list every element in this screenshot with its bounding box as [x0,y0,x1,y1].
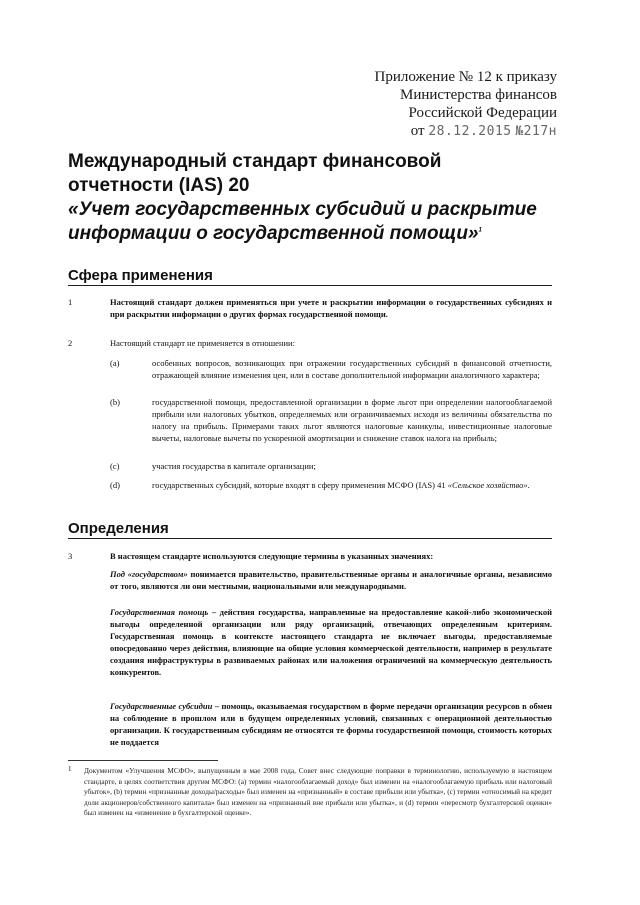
paragraph-3-intro: В настоящем стандарте используются следующие термины в указанных значениях: [110,551,434,561]
date-stamp: 28.12.2015 [428,124,512,139]
list-item-label-c: (c) [110,461,120,471]
paragraph-number-3: 3 [68,551,73,561]
footnote-number: 1 [68,765,72,773]
appendix-line-2: Министерства финансов [400,87,557,103]
list-item-text-d: государственных субсидий, которые входят в сферу применения МСФО (IAS) 41 «Сельское хозяйство». [152,480,530,490]
list-item-text-a: особенных вопросов, возникающих при отражении государственных субсидий в финансовой отчетности, отражающей влияние изменения цен, или в составе дополнительной информации аналогичного характера; [152,358,552,380]
list-item-label-b: (b) [110,397,120,407]
list-item-text-b: государственной помощи, предоставленной организации в форме льгот при определении налогооблагаемой прибыли или налоговых убытков, определяемых или ограничиваемых исходя из величины обязательства по налогу на прибыль. Примерами таких льгот являются налоговые каникулы, инвестиционные налоговые вычеты, налоговые вычеты по ускоренной амортизации и снижение ставок налога на прибыль; [152,397,552,443]
list-item-label-d: (d) [110,480,120,490]
appendix-header [317,68,557,141]
section-heading-scope: Сфера применения [68,267,552,286]
definition-government-grants: Государственные субсидии – помощь, оказываемая государством в форме передачи организации ресурсов в обмен на соблюдение в прошлом или в будущем определенных условий, связанных с операционной деятельностью организации. К государственным субсидиям не относятся те формы государственной помощи, стоимость которых не поддается [110,701,552,747]
appendix-date-line [317,122,557,141]
document-title [68,150,568,246]
title-line-1: Международный стандарт финансовой [68,151,442,172]
appendix-line-3: Российской Федерации [408,105,557,121]
footnote-text: Документом «Улучшения МСФО», выпущенным в мае 2008 года, Совет внес следующие поправки в терминологию, используемую в настоящем стандарте, в целях соответствия другим МСФО: (a) термин «налогооблагаемый доход» был изменен на «налогооблагаемую прибыль или налоговый убыток», (b) термин «признанные доходы/расходы» был изменен на «признанный» в составе прибыли или убытка», (c) термин «относимый на кредит доли акционеров/собственного капитала» был изменен на «признанный вне прибыли или убытка», и (d) термин «пересмотр бухгалтерской оценки» был изменен на «изменение в бухгалтерской оценке». [84,766,552,817]
title-footnote-mark: 1 [478,227,482,234]
definition-government-assistance: Государственная помощь – действия государства, направленные на предоставление какой-либо экономической выгоды определенной организации или ряду организаций, отвечающих определенным критериям. Государственная помощь в контексте настоящего стандарта не включает выгоды, предоставляемые опосредованно через действия, влияющие на общие условия коммерческой деятельности, например в результате создания инфраструктуры в развиваемых районах или наложения ограничений на коммерческую деятельность конкурентов. [110,607,553,677]
list-item-text-c: участия государства в капитале организации; [152,461,316,471]
definition-government: Под «государством» понимается правительство, правительственные органы и аналогичные органы, независимо от того, являются ли они местными, национальными или международными. [110,569,552,591]
paragraph-2-intro: Настоящий стандарт не применяется в отношении: [110,338,295,348]
paragraph-1-text: Настоящий стандарт должен применяться при учете и раскрытии информации о государственных субсидиях и при раскрытии информации о других формах государственной помощи. [110,297,552,319]
appendix-line-1: Приложение № 12 к приказу [374,69,557,85]
title-line-4: информации о государственной помощи»$^1$ [68,223,482,244]
title-line-2: отчетности (IAS) 20 [68,175,250,196]
list-item-label-a: (a) [110,358,120,368]
date-prefix: от [410,123,425,139]
section-heading-definitions: Определения [68,520,552,539]
footnote-divider [68,760,218,761]
paragraph-number-1: 1 [68,297,73,307]
title-line-3: «Учет государственных субсидий и раскрытие [68,199,537,220]
paragraph-number-2: 2 [68,338,73,348]
order-number-stamp: №217н [515,124,557,139]
